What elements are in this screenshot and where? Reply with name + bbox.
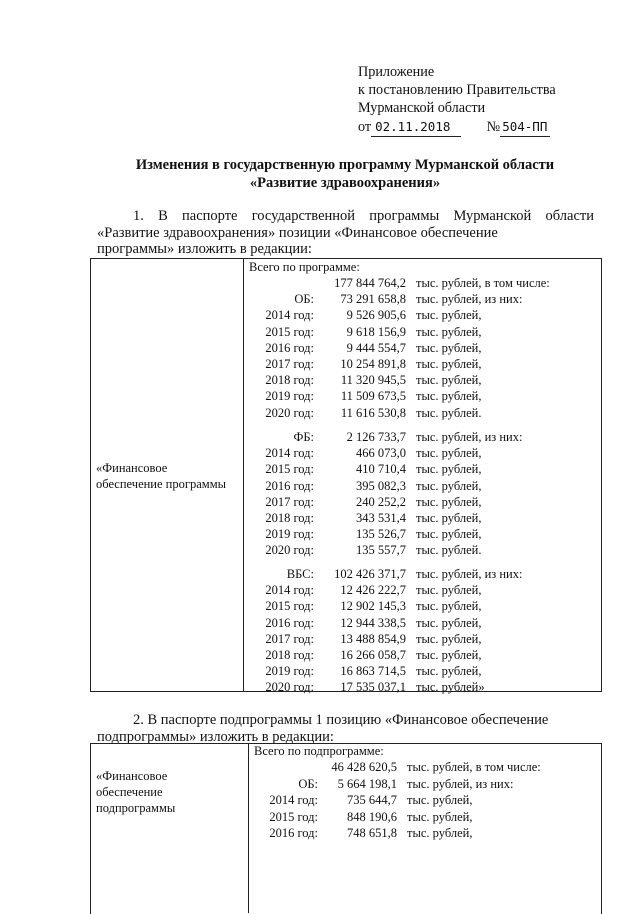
row-value: 748 651,8	[347, 826, 397, 840]
table2-header: Всего по подпрограмме:	[254, 744, 384, 758]
row-unit: тыс. рублей,	[416, 648, 482, 662]
row-value: 135 557,7	[356, 543, 406, 558]
number-prefix: №	[486, 119, 501, 135]
row-unit: тыс. рублей,	[416, 373, 482, 388]
row-unit: тыс. рублей,	[416, 462, 482, 477]
appendix-line1: Приложение	[358, 64, 435, 80]
table1-left-label-line2: обеспечение программы	[96, 477, 226, 491]
row-value: 848 190,6	[347, 809, 397, 824]
table2-left-label-line3: подпрограммы	[96, 801, 176, 815]
row-unit: тыс. рублей, из них:	[416, 430, 523, 444]
item1-paragraph	[97, 208, 594, 258]
row-unit: тыс. рублей, из них:	[416, 567, 523, 581]
row-value: 410 710,4	[356, 462, 406, 477]
row-unit: тыс. рублей,	[407, 826, 473, 840]
row-value: 735 644,7	[347, 793, 397, 807]
row-value: 240 252,2	[356, 494, 406, 509]
row-value: 73 291 658,8	[340, 292, 406, 307]
row-label: 2014 год:	[265, 308, 314, 323]
row-label: 2019 год:	[265, 389, 314, 404]
row-unit: тыс. рублей,	[416, 446, 482, 461]
row-value: 10 254 891,8	[340, 357, 406, 371]
row-unit: тыс. рублей,	[416, 527, 482, 542]
row-label: 2016 год:	[265, 478, 314, 493]
row-label: 2018 год:	[265, 511, 314, 525]
row-label: 2015 год:	[265, 324, 314, 339]
row-label: 2019 год:	[265, 527, 314, 542]
item2-paragraph	[97, 712, 594, 745]
table1-header: Всего по программе:	[249, 260, 360, 274]
row-label: 2020 год:	[265, 543, 314, 558]
row-label: 2020 год:	[265, 405, 314, 420]
row-unit: тыс. рублей,	[416, 631, 482, 646]
item1-text-last: программы» изложить в редакции:	[97, 241, 312, 257]
item2-text: 2. В паспорте подпрограммы 1 позицию «Финансовое обеспечение	[133, 712, 549, 728]
row-value: 11 509 673,5	[340, 389, 406, 404]
appendix-line3: Мурманской области	[358, 100, 486, 116]
title-line2: «Развитие здравоохранения»	[249, 175, 441, 191]
row-unit: тыс. рублей, в том числе:	[416, 276, 550, 290]
row-value: 17 535 037,1	[340, 680, 406, 695]
row-label: 2014 год:	[265, 583, 314, 598]
table2-divider	[248, 743, 249, 913]
date-prefix: от	[358, 119, 372, 135]
table2-left-label-line2: обеспечение	[96, 785, 163, 799]
row-value: 9 444 554,7	[346, 340, 406, 355]
item1-text: 1. В паспорте государственной программы Мурманской области «Развитие здравоохранения» позиции «Финансовое обеспечение	[97, 208, 594, 241]
row-value: 16 266 058,7	[340, 648, 406, 662]
appendix-line2: к постановлению Правительства	[358, 82, 556, 98]
document-number: 504-ПП	[500, 118, 550, 137]
row-unit: тыс. рублей,	[407, 793, 473, 807]
row-value: 395 082,3	[356, 478, 406, 493]
row-unit: тыс. рублей,	[416, 389, 482, 404]
row-value: 13 488 854,9	[340, 631, 406, 646]
row-unit: тыс. рублей, из них:	[416, 292, 523, 307]
row-value: 343 531,4	[356, 511, 406, 525]
row-value: 102 426 371,7	[334, 567, 406, 581]
row-unit: тыс. рублей,	[416, 583, 482, 598]
row-unit: тыс. рублей.	[416, 543, 482, 558]
row-value: 12 426 222,7	[340, 583, 406, 598]
document-date: 02.11.2018	[371, 118, 461, 137]
item2-text-last: подпрограммы» изложить в редакции:	[97, 728, 334, 745]
row-unit: тыс. рублей,	[407, 809, 473, 824]
row-value: 46 428 620,5	[331, 760, 397, 774]
row-value: 177 844 764,2	[334, 276, 406, 290]
row-label: 2018 год:	[265, 648, 314, 662]
row-unit: тыс. рублей,	[416, 478, 482, 493]
row-label: 2019 год:	[265, 664, 314, 679]
row-unit: тыс. рублей»	[416, 680, 485, 695]
appendix-date-line	[358, 118, 550, 137]
row-value: 2 126 733,7	[346, 430, 406, 444]
row-value: 12 944 338,5	[340, 615, 406, 630]
row-label: 2018 год:	[265, 373, 314, 388]
row-label: 2015 год:	[269, 809, 318, 824]
row-label: 2017 год:	[265, 357, 314, 371]
row-unit: тыс. рублей,	[416, 308, 482, 323]
row-unit: тыс. рублей, в том числе:	[407, 760, 541, 774]
row-value: 5 664 198,1	[337, 776, 397, 791]
row-label: 2020 год:	[265, 680, 314, 695]
title-line1: Изменения в государственную программу Мурманской области	[135, 157, 555, 173]
row-unit: тыс. рублей,	[416, 664, 482, 679]
row-label: 2015 год:	[265, 462, 314, 477]
row-label: 2017 год:	[265, 631, 314, 646]
row-label: 2016 год:	[265, 615, 314, 630]
row-value: 12 902 145,3	[340, 599, 406, 614]
row-value: 11 616 530,8	[340, 405, 406, 420]
row-unit: тыс. рублей,	[416, 599, 482, 614]
row-label: 2015 год:	[265, 599, 314, 614]
row-label: ОБ:	[298, 776, 318, 791]
row-label: 2016 год:	[269, 826, 318, 840]
row-value: 11 320 945,5	[340, 373, 406, 388]
row-unit: тыс. рублей,	[416, 511, 482, 525]
row-value: 9 618 156,9	[346, 324, 406, 339]
row-value: 466 073,0	[356, 446, 406, 461]
row-unit: тыс. рублей,	[416, 340, 482, 355]
row-value: 9 526 905,6	[346, 308, 406, 323]
row-label: ФБ:	[293, 430, 314, 444]
row-unit: тыс. рублей, из них:	[407, 776, 514, 791]
row-value: 135 526,7	[356, 527, 406, 542]
table2-left-label-line1: «Финансовое	[96, 769, 168, 783]
row-label: 2014 год:	[269, 793, 318, 807]
row-unit: тыс. рублей,	[416, 357, 482, 371]
row-unit: тыс. рублей,	[416, 494, 482, 509]
row-label: 2016 год:	[265, 340, 314, 355]
row-label: ОБ:	[294, 292, 314, 307]
row-unit: тыс. рублей,	[416, 615, 482, 630]
row-value: 16 863 714,5	[340, 664, 406, 679]
table1-left-label-line1: «Финансовое	[96, 461, 168, 475]
row-unit: тыс. рублей,	[416, 324, 482, 339]
row-label: 2014 год:	[265, 446, 314, 461]
row-label: ВБС:	[286, 567, 314, 581]
row-unit: тыс. рублей.	[416, 405, 482, 420]
table1-divider	[243, 258, 244, 691]
row-label: 2017 год:	[265, 494, 314, 509]
